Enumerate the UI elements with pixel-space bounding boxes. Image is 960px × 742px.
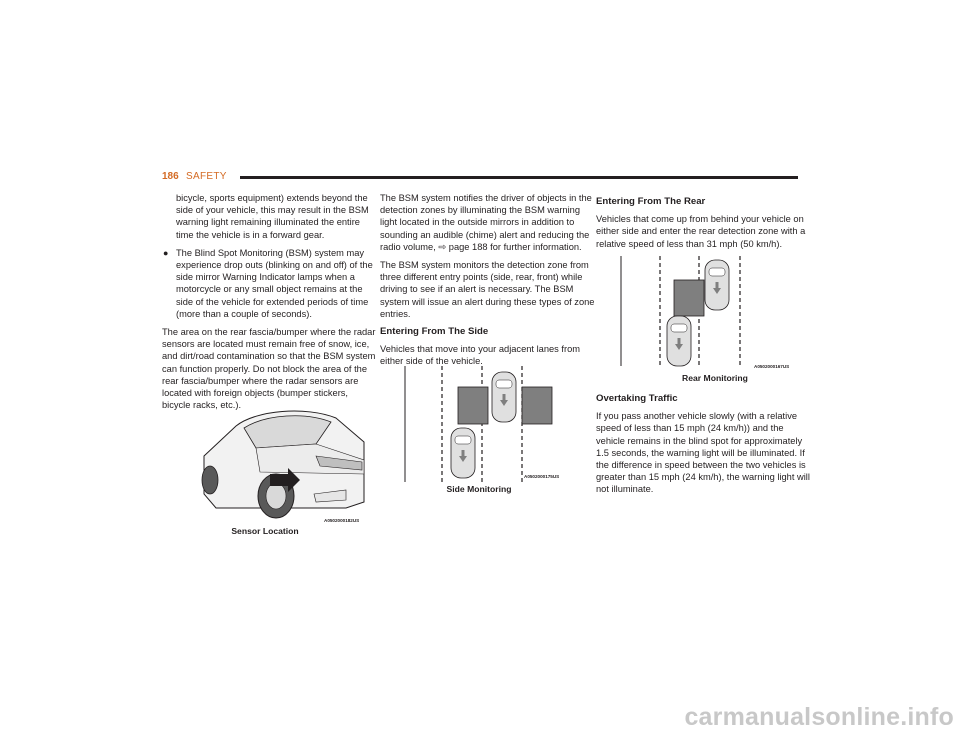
sensor-location-figure [196, 404, 366, 534]
rear-monitoring-diagram [620, 254, 800, 374]
figure-code: A0502000167US [754, 364, 790, 369]
paragraph: The area on the rear fascia/bumper where the radar sensors are located must remain free of snow, ice, and dirt/road contamination so that the BSM system can function properly. Do not block the area of the rear fascia/bumper where the radar sensors are located with foreign objects (bumper stickers, bicycle racks, etc.). [162, 327, 376, 411]
header-rule [240, 176, 798, 179]
car-icon [705, 260, 729, 310]
bullet-text: The Blind Spot Monitoring (BSM) system may experience drop outs (blinking on and off) of the side mirror Warning Indicator lamps when a motorcycle or any small object remains at the side of the vehicle for extended periods of time (more than a couple of seconds). [176, 247, 373, 319]
bullet-dot-icon: ● [163, 247, 169, 258]
car-icon [667, 316, 691, 366]
section-heading: Entering From The Rear [596, 196, 706, 207]
column-middle [380, 192, 596, 374]
side-monitoring-figure [404, 364, 560, 494]
side-monitoring-diagram [404, 364, 554, 484]
column-right [596, 194, 812, 256]
page-number: 186 [162, 171, 179, 182]
figure-caption: Sensor Location [231, 526, 299, 536]
figure-code: A0502000182US [324, 518, 360, 523]
page-reference-text[interactable]: page 188 for further information. [448, 241, 582, 252]
page-reference-arrow-icon: ⇨ [438, 241, 447, 252]
car-rear-illustration [196, 404, 366, 529]
section-heading: Overtaking Traffic [596, 393, 678, 404]
figure-caption: Rear Monitoring [682, 373, 748, 383]
paragraph: If you pass another vehicle slowly (with a relative speed of less than 15 mph (24 km/h)) and the vehicle remains in the blind spot for approximately 1.5 seconds, the warning light will be illuminated. If the difference in speed between the two vehicles is greater than 15 mph (24 km/h), the warning light will not illuminate. [596, 411, 810, 495]
bullet-continuation: bicycle, sports equipment) extends beyond the side of your vehicle, this may result in the BSM warning light remaining illuminated the entire time the vehicle is in a forward gear. [176, 193, 369, 240]
watermark: carmanualsonline.info [684, 703, 954, 731]
paragraph: Vehicles that move into your adjacent lanes from either side of the vehicle. [380, 344, 580, 367]
figure-caption: Side Monitoring [446, 484, 512, 494]
car-icon [492, 372, 516, 422]
section-title: SAFETY [186, 171, 227, 182]
figure-code: A0502000175US [524, 474, 560, 479]
column-right-lower [596, 391, 812, 502]
paragraph-text: The BSM system notifies the driver of objects in the detection zones by illuminating the BSM warning light located in the outside mirrors in addition to sounding an audible (chime) alert and reducing the radio volume, [380, 193, 592, 252]
rear-monitoring-figure [620, 254, 800, 384]
paragraph [380, 192, 596, 253]
section-heading: Entering From The Side [380, 326, 489, 338]
page-header [162, 171, 798, 183]
paragraph: The BSM system monitors the detection zone from three different entry points (side, rear, front) while driving to see if an alert is necessary. The BSM system will issue an alert during these types of zone entries. [380, 260, 595, 319]
car-icon [451, 428, 475, 478]
column-left [162, 192, 378, 417]
bullet-item [162, 247, 378, 320]
paragraph: Vehicles that come up from behind your vehicle on either side and enter the rear detection zone with a relative speed of less than 31 mph (50 km/h). [596, 214, 806, 249]
